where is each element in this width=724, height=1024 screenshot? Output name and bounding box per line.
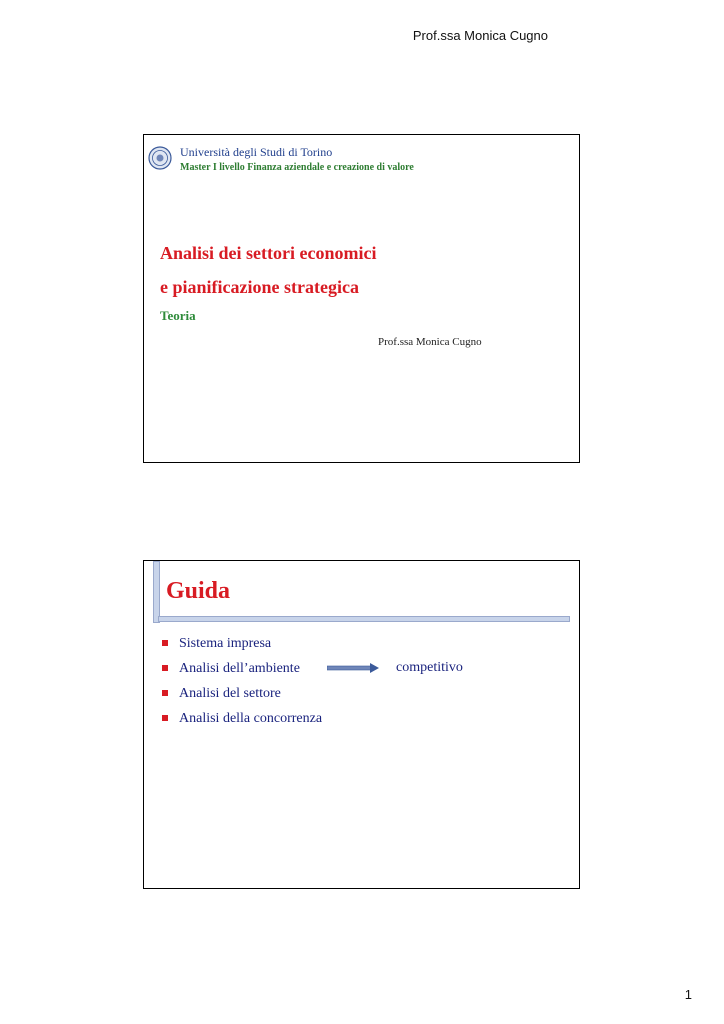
list-item-text: Analisi della concorrenza <box>179 711 323 726</box>
guida-title: Guida <box>166 578 231 604</box>
slide-title <box>143 134 580 463</box>
university-name: Università degli Studi di Torino <box>180 145 333 159</box>
square-bullet-icon <box>162 690 168 696</box>
university-seal-icon <box>148 146 172 170</box>
square-bullet-icon <box>162 715 168 721</box>
list-item-text: Analisi del settore <box>179 686 281 701</box>
accent-vertical-bar <box>153 561 160 623</box>
list-item-text: Sistema impresa <box>179 636 272 651</box>
bullet-list <box>162 635 322 735</box>
slide-title-line-2: e pianificazione strategica <box>160 277 359 297</box>
right-arrow-icon <box>327 663 379 673</box>
list-item <box>162 685 322 710</box>
competitivo-label: competitivo <box>396 660 463 675</box>
square-bullet-icon <box>162 640 168 646</box>
list-item <box>162 635 322 660</box>
page-number: 1 <box>684 987 692 1002</box>
accent-horizontal-bar <box>158 616 570 622</box>
list-item <box>162 660 322 685</box>
slide-title-line-1: Analisi dei settori economici <box>160 243 377 263</box>
slide-subtitle: Teoria <box>160 308 196 323</box>
slide-author: Prof.ssa Monica Cugno <box>378 336 482 348</box>
list-item <box>162 710 322 735</box>
square-bullet-icon <box>162 665 168 671</box>
list-item-text: Analisi dell’ambiente <box>179 661 300 676</box>
master-name: Master I livello Finanza aziendale e creazione di valore <box>180 162 414 173</box>
page-header: Prof.ssa Monica Cugno <box>412 28 548 43</box>
slide-guida <box>143 560 580 889</box>
